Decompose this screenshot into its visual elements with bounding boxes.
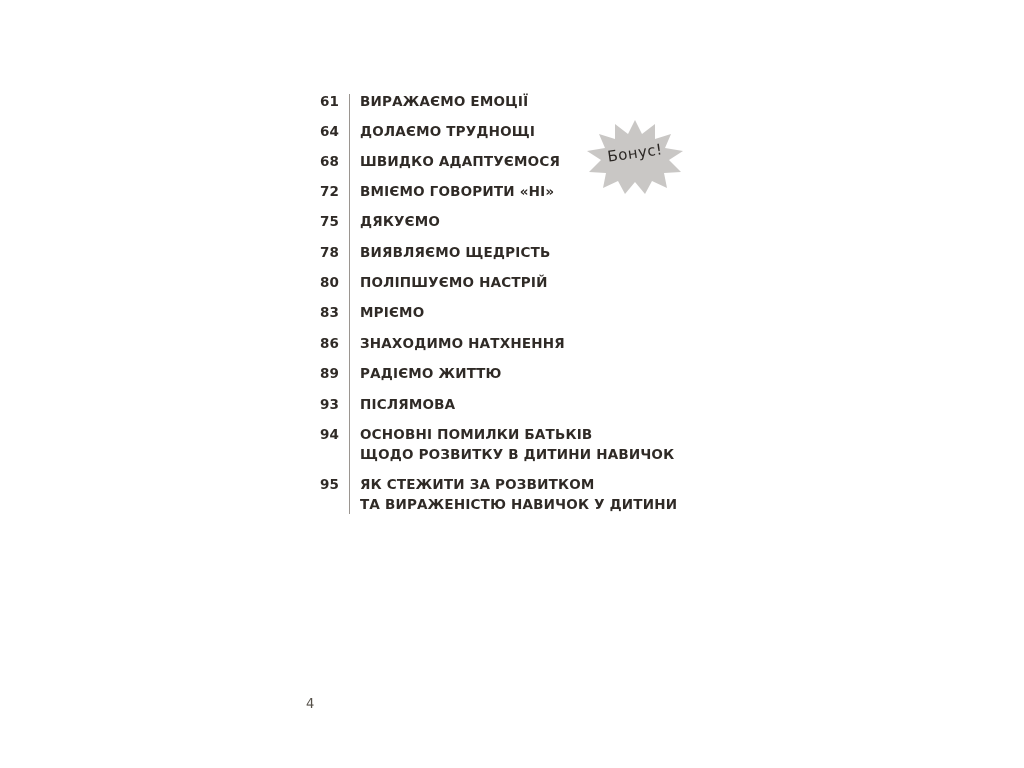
toc-page-number: 95 (320, 477, 339, 493)
toc-page-number: 94 (320, 427, 339, 443)
toc-page-number: 64 (320, 124, 339, 140)
toc-title: ВИРАЖАЄМО ЕМОЦІЇ (360, 94, 529, 110)
toc-page-number: 78 (320, 245, 339, 261)
toc-title: ШВИДКО АДАПТУЄМОСЯ (360, 154, 561, 170)
toc-title: ВИЯВЛЯЄМО ЩЕДРІСТЬ (360, 245, 551, 261)
toc-title: РАДІЄМО ЖИТТЮ (360, 366, 502, 382)
toc-page-number: 80 (320, 275, 339, 291)
toc-page-number: 68 (320, 154, 339, 170)
toc-title: ПІСЛЯМОВА (360, 397, 456, 413)
page-number: 4 (306, 697, 315, 712)
toc-page-number: 89 (320, 366, 339, 382)
toc-title: МРІЄМО (360, 305, 425, 321)
bonus-label: Бонус! (606, 140, 664, 166)
toc-page-number: 83 (320, 305, 339, 321)
toc-page-number: 75 (320, 214, 339, 230)
toc-page-number: 93 (320, 397, 339, 413)
toc-page-number: 61 (320, 94, 339, 110)
toc-divider (349, 94, 350, 514)
toc-title: ВМІЄМО ГОВОРИТИ «НІ» (360, 184, 555, 200)
toc-title: ДОЛАЄМО ТРУДНОЩІ (360, 124, 536, 140)
toc-page-number: 86 (320, 336, 339, 352)
toc-title: ОСНОВНІ ПОМИЛКИ БАТЬКІВ ЩОДО РОЗВИТКУ В ДИТИНИ НАВИЧОК (360, 427, 675, 463)
toc-page-number: 72 (320, 184, 339, 200)
toc-title: ДЯКУЄМО (360, 214, 441, 230)
toc-title: ЗНАХОДИМО НАТХНЕННЯ (360, 336, 565, 352)
bonus-starburst (585, 118, 685, 196)
toc-title: ПОЛІПШУЄМО НАСТРІЙ (360, 275, 548, 291)
toc-title: ЯК СТЕЖИТИ ЗА РОЗВИТКОМ ТА ВИРАЖЕНІСТЮ НАВИЧОК У ДИТИНИ (360, 477, 678, 513)
